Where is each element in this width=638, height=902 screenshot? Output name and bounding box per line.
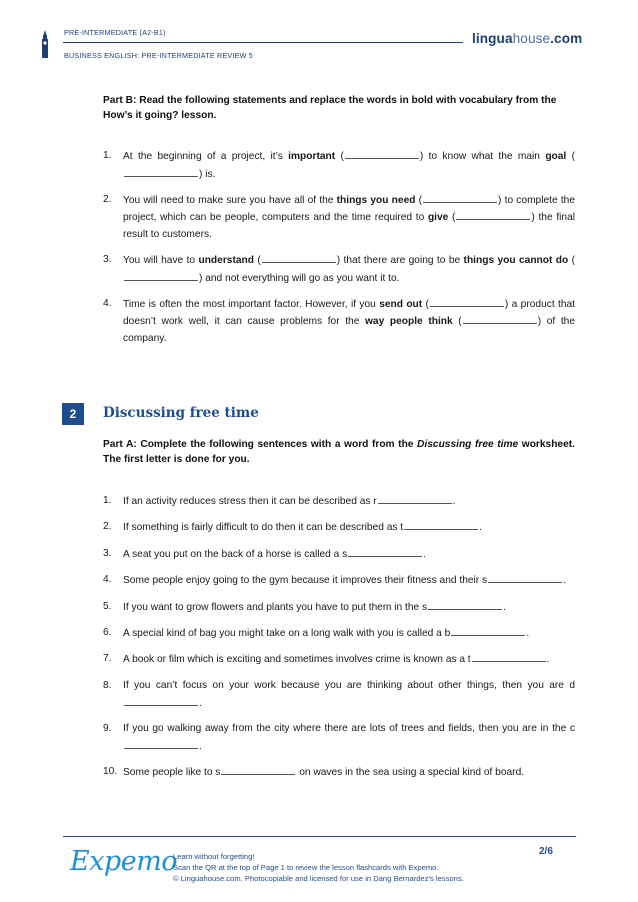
statement-text: ( [415, 194, 423, 206]
part-a-instruction-end: worksheet. The first letter is done for you. [103, 439, 575, 465]
bold-phrase: give [427, 212, 449, 224]
statement-text: ( [335, 151, 344, 162]
item-number: 3. [103, 253, 112, 265]
statement-text: ) the final result to customers. [123, 212, 576, 241]
statement-text: ( [452, 316, 462, 328]
sentence-item [103, 764, 575, 782]
sentence-item [103, 678, 575, 713]
sentence-text: If you can’t focus on your work because you are thinking about other things, then you are d [123, 679, 575, 691]
item-number: 6. [103, 626, 112, 638]
answer-blank[interactable] [428, 599, 502, 610]
statement-text: ( [568, 254, 575, 266]
header-divider [63, 42, 463, 43]
statement-text: ( [422, 298, 429, 310]
answer-blank[interactable] [472, 651, 546, 662]
statement-text: ) that there are going to be [336, 254, 464, 266]
sentence-text: on waves in the sea using a special kind of board. [296, 767, 525, 779]
answer-blank[interactable] [348, 546, 422, 557]
bold-phrase: understand [198, 254, 254, 266]
section-number-badge: 2 [62, 403, 84, 425]
item-number: 7. [103, 653, 112, 665]
part-a-instruction-worksheet: Discussing free time [417, 439, 519, 450]
item-number: 10. [103, 766, 118, 778]
sentence-text: Some people like to s [123, 767, 221, 779]
bold-phrase: things you cannot do [463, 254, 569, 266]
statement-text: At the beginning of a project, it’s [123, 151, 289, 162]
logo-accent: house [512, 31, 551, 46]
footer-divider [63, 836, 576, 837]
statement-text: You will have to [123, 254, 199, 266]
statement-text: ( [566, 151, 575, 162]
answer-blank[interactable] [345, 148, 419, 159]
sentence-item [103, 651, 575, 669]
statement-text: ( [253, 254, 261, 266]
linguahouse-logo[interactable] [472, 31, 582, 46]
answer-blank[interactable] [488, 572, 562, 583]
sentence-text: A book or film which is exciting and sometimes involves crime is known as a t [123, 654, 471, 666]
part-b-instruction: Part B: Read the following statements and replace the words in bold with vocabulary from the How’s it going? lesson. [103, 95, 557, 121]
answer-blank[interactable] [463, 313, 537, 324]
sentence-item [103, 546, 575, 564]
bold-phrase: way people think [365, 316, 453, 328]
answer-blank[interactable] [124, 695, 198, 706]
item-number: 1. [103, 150, 112, 161]
answer-blank[interactable] [456, 209, 530, 220]
page-number: 2/6 [539, 846, 553, 857]
footer-tagline: Learn without forgetting! [173, 852, 255, 861]
answer-blank[interactable] [124, 270, 198, 281]
sentence-text: . [423, 548, 427, 560]
sentence-item [103, 721, 575, 756]
sentence-text: If you want to grow flowers and plants you have to put them in the s [123, 601, 428, 613]
footer-qr-note: Scan the QR at the top of Page 1 to review the lesson flashcards with Expemo. [173, 863, 439, 872]
answer-blank[interactable] [404, 519, 478, 530]
item-number: 4. [103, 297, 112, 309]
statement-text: ) a product that doesn’t work well, it can cause problems for the [123, 298, 575, 328]
sentence-text: A seat you put on the back of a horse is called a s [123, 548, 348, 560]
statement-text: ) is. [199, 168, 216, 180]
sentence-text: If you go walking away from the city where there are lots of trees and fields, then you are in the c [123, 722, 575, 734]
bold-phrase: important [288, 151, 336, 162]
answer-blank[interactable] [451, 625, 525, 636]
answer-blank[interactable] [262, 252, 336, 263]
answer-blank[interactable] [124, 738, 198, 749]
item-number: 4. [103, 574, 112, 586]
statement-item [103, 296, 575, 348]
footer-copyright: © Linguahouse.com. Photocopiable and licensed for use in Dang Bernardez's lessons. [173, 874, 464, 883]
big-ben-icon [40, 30, 50, 58]
sentence-text: . [199, 740, 202, 752]
sentence-text: . [452, 496, 456, 507]
logo-suffix: .com [550, 31, 583, 46]
sentence-text: . [526, 627, 530, 639]
part-a-instruction-start: Part A: Complete the following sentences with a word from the [103, 439, 418, 450]
item-number: 1. [103, 495, 112, 506]
statement-text: ( [448, 212, 456, 224]
sentence-text: . [503, 601, 506, 613]
logo-main: lingua [472, 31, 513, 46]
statement-text: ) of the company. [123, 316, 575, 345]
statement-text: ) to complete the project, which can be people, computers and the time required to [123, 194, 575, 224]
statement-text: ) and not everything will go as you want it to. [199, 272, 400, 284]
item-number: 2. [103, 193, 112, 205]
sentence-text: . [563, 575, 566, 587]
bold-phrase: things you need [336, 194, 416, 206]
statement-text: ) to know what the main [419, 151, 546, 162]
statement-text: Time is often the most important factor. However, if you [123, 298, 380, 310]
sentence-text: Some people enjoy going to the gym because it improves their fitness and their s [123, 575, 488, 587]
level-label: PRE-INTERMEDIATE (A2-B1) [64, 28, 166, 37]
statement-text: You will need to make sure you have all of the [123, 194, 337, 206]
section-title: Discussing free time [103, 405, 259, 421]
course-label: BUSINESS ENGLISH: PRE-INTERMEDIATE REVIEW 5 [64, 51, 253, 60]
sentence-item [103, 625, 575, 643]
item-number: 2. [103, 521, 112, 533]
item-number: 5. [103, 600, 112, 612]
bold-phrase: goal [545, 151, 567, 162]
item-number: 8. [103, 679, 112, 691]
answer-blank[interactable] [430, 296, 504, 307]
answer-blank[interactable] [221, 764, 295, 775]
statement-item [103, 192, 575, 244]
bold-phrase: send out [379, 298, 423, 310]
sentence-item [103, 493, 575, 511]
expemo-logo[interactable]: Expemo [70, 846, 178, 877]
sentence-text: A special kind of bag you might take on a long walk with you is called a b [123, 627, 451, 639]
item-number: 9. [103, 722, 112, 734]
item-number: 3. [103, 547, 112, 559]
footer-text [173, 851, 464, 884]
part-b-list [103, 148, 575, 356]
part-a-instruction [103, 437, 575, 467]
sentence-text: . [199, 697, 202, 709]
sentence-item [103, 599, 575, 617]
sentence-item [103, 519, 575, 537]
sentence-text: . [479, 522, 482, 534]
part-a-list [103, 493, 575, 791]
sentence-item [103, 572, 575, 590]
answer-blank[interactable] [378, 493, 452, 504]
sentence-text: . [546, 654, 550, 666]
answer-blank[interactable] [423, 192, 497, 203]
sentence-text: If an activity reduces stress then it can be described as r [123, 496, 377, 507]
statement-item [103, 252, 575, 288]
answer-blank[interactable] [124, 166, 198, 177]
sentence-text: If something is fairly difficult to do then it can be described as t [123, 522, 404, 534]
statement-item [103, 148, 575, 184]
